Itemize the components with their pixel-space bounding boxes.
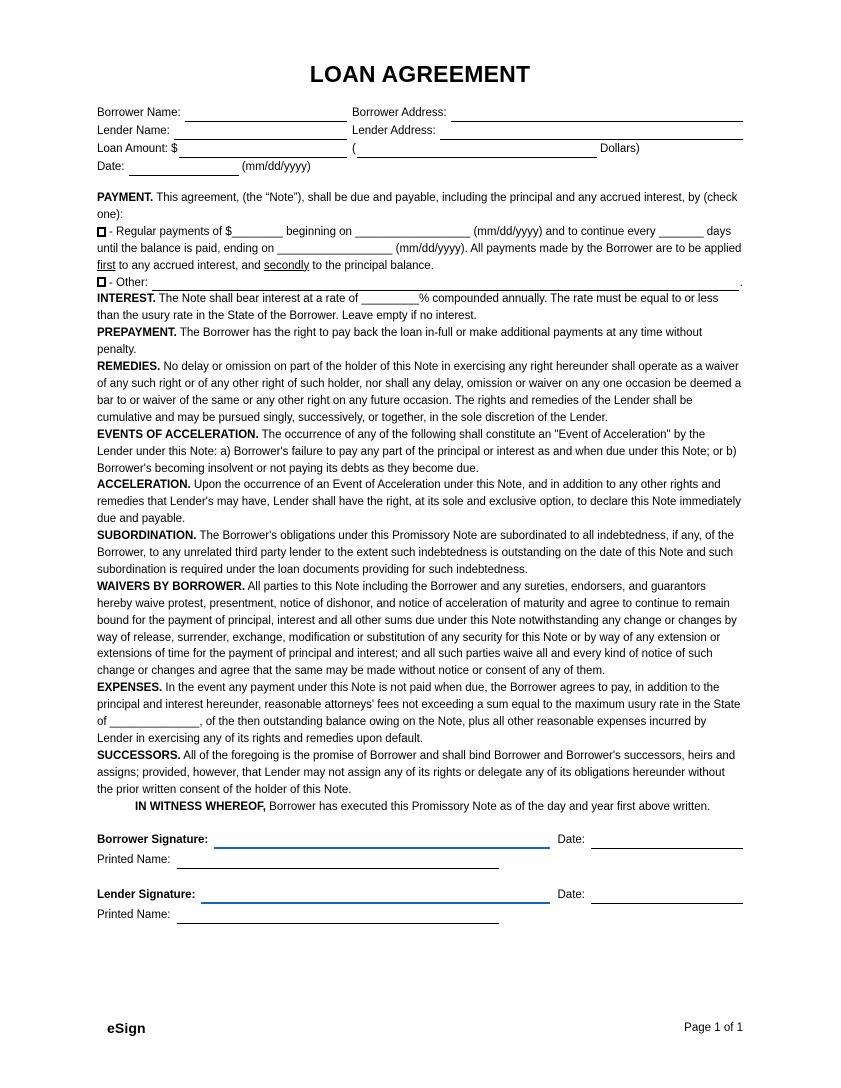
payment-option-regular bbox=[97, 224, 743, 275]
lender-name-label: Lender Name: bbox=[97, 125, 170, 138]
witness-text: Borrower has executed this Promissory Note as of the day and year first above written. bbox=[265, 800, 711, 813]
lender-signature-line[interactable] bbox=[201, 892, 549, 904]
other-payment-input-line[interactable] bbox=[152, 279, 739, 291]
borrower-date-label: Date: bbox=[557, 833, 585, 846]
borrower-address-input-line[interactable] bbox=[451, 110, 743, 122]
section-prepayment bbox=[97, 325, 743, 359]
events-of-acceleration-heading: EVENTS OF ACCELERATION. bbox=[97, 428, 259, 441]
option-regular-text: - Regular payments of $________ beginning on __________________ (mm/dd/yyyy) and to continue every _______ days until the balance is paid, ending on __________________ (mm/dd/yyyy). All payments made by the Borrower are to be applied bbox=[97, 225, 742, 255]
lender-signature-block bbox=[97, 885, 743, 924]
borrower-name-input-line[interactable] bbox=[185, 110, 347, 122]
acceleration-text: Upon the occurrence of an Event of Acceleration under this Note, and in addition to any other rights and remedies that Lender's may have, Lender shall have the right, at its sole and exclusive option, to declare this Note immediately due and payable. bbox=[97, 479, 741, 526]
waivers-by-borrower-text: All parties to this Note including the Borrower and any sureties, endorsers, and guarantors hereby waive protest, presentment, notice of dishonor, and notice of acceleration of maturity and agree to continue to remain bound for the payment of principal, interest and all other sums due under this Note notwithstanding any change or changes by way of release, surrender, exchange, modification or substitution of any security for this Note or by way of any extension or extensions of time for the payment of principal and interest; and all such parties waive all and every kind of notice of such change or changes and agree that the same may be made without notice or consent of any of them. bbox=[97, 580, 737, 678]
regular-payments-checkbox[interactable] bbox=[97, 227, 106, 237]
option-other-period: . bbox=[739, 276, 743, 289]
option-other-label: - Other: bbox=[109, 276, 148, 289]
section-waivers-by-borrower bbox=[97, 579, 743, 680]
expenses-heading: EXPENSES. bbox=[97, 682, 163, 695]
borrower-name-label: Borrower Name: bbox=[97, 107, 181, 120]
borrower-signature-line[interactable] bbox=[214, 837, 549, 849]
section-acceleration bbox=[97, 477, 743, 528]
section-remedies bbox=[97, 359, 743, 427]
date-format-hint: (mm/dd/yyyy) bbox=[238, 161, 311, 174]
signature-section bbox=[97, 830, 743, 924]
page-number: Page 1 of 1 bbox=[684, 1022, 743, 1034]
page-footer bbox=[107, 1020, 743, 1037]
loan-amount-words-input-line[interactable] bbox=[357, 146, 597, 158]
interest-text: The Note shall bear interest at a rate of _________% compounded annually. The rate must be equal to or less than the usury rate in the State of the Borrower. Leave empty if no interest. bbox=[97, 293, 719, 323]
section-expenses bbox=[97, 680, 743, 748]
section-payment bbox=[97, 190, 743, 224]
events-of-acceleration-text: The occurrence of any of the following shall constitute an "Event of Acceleration" by the Lender under this Note: a) Borrower's failure to pay any part of the principal or interest as and when due under this Note; or b) Borrower's becoming insolvent or not paying its debts as they become due. bbox=[97, 428, 737, 475]
payment-option-other bbox=[97, 275, 743, 292]
amount-words-suffix: Dollars) bbox=[596, 143, 640, 156]
lender-date-label: Date: bbox=[557, 888, 585, 901]
section-interest bbox=[97, 291, 743, 325]
option-regular-text-end: to the principal balance. bbox=[309, 259, 434, 272]
esign-logo: eSign bbox=[107, 1020, 146, 1036]
payment-heading: PAYMENT. bbox=[97, 192, 154, 204]
borrower-signature-block bbox=[97, 830, 743, 869]
waivers-by-borrower-heading: WAIVERS BY BORROWER. bbox=[97, 580, 246, 593]
option-regular-text-mid: to any accrued interest, and bbox=[115, 259, 264, 272]
borrower-signature-row bbox=[97, 830, 743, 849]
field-row-names-2 bbox=[97, 122, 743, 140]
document-content bbox=[97, 0, 743, 924]
expenses-text: In the event any payment under this Note is not paid when due, the Borrower agrees to pay, in addition to the principal and interest hereunder, reasonable attorneys' fees not exceeding a sum equal to the maximum usury rate in the State of ______________, of the then outstanding balance owing on the Note, plus all other reasonable expenses incurred by Lender in exercising any of its rights and remedies upon default. bbox=[97, 682, 741, 745]
party-fields-block bbox=[97, 104, 743, 176]
terms-body bbox=[97, 190, 743, 799]
remedies-heading: REMEDIES. bbox=[97, 361, 161, 374]
lender-signature-label: Lender Signature: bbox=[97, 888, 196, 901]
loan-amount-input-line[interactable] bbox=[179, 146, 347, 158]
witness-clause bbox=[97, 799, 743, 816]
payment-text: This agreement, (the “Note”), shall be due and payable, including the principal and any accrued interest, by (check one): bbox=[97, 192, 738, 221]
borrower-printed-name-line[interactable] bbox=[177, 857, 499, 869]
prepayment-heading: PREPAYMENT. bbox=[97, 327, 177, 340]
underlined-word-first: first bbox=[97, 259, 116, 272]
field-row-date bbox=[97, 158, 743, 176]
amount-words-open-paren: ( bbox=[352, 143, 356, 156]
section-successors bbox=[97, 748, 743, 799]
lender-printed-name-label: Printed Name: bbox=[97, 908, 171, 921]
lender-printed-name-row bbox=[97, 905, 743, 924]
lender-date-line[interactable] bbox=[591, 892, 743, 904]
prepayment-text: The Borrower has the right to pay back the loan in-full or make additional payments at any time without penalty. bbox=[97, 327, 703, 357]
loan-amount-label: Loan Amount: $ bbox=[97, 143, 178, 156]
document-title: LOAN AGREEMENT bbox=[309, 61, 531, 87]
borrower-signature-label: Borrower Signature: bbox=[97, 833, 209, 846]
borrower-date-line[interactable] bbox=[591, 837, 743, 849]
other-payment-checkbox[interactable] bbox=[97, 277, 106, 287]
borrower-printed-name-label: Printed Name: bbox=[97, 853, 171, 866]
witness-heading: IN WITNESS WHEREOF, bbox=[135, 800, 266, 813]
successors-heading: SUCCESSORS. bbox=[97, 749, 181, 762]
borrower-printed-name-row bbox=[97, 850, 743, 869]
lender-address-label: Lender Address: bbox=[352, 125, 436, 138]
lender-address-input-line[interactable] bbox=[440, 128, 743, 140]
section-events-of-acceleration bbox=[97, 427, 743, 478]
date-label: Date: bbox=[97, 161, 125, 174]
subordination-text: The Borrower's obligations under this Promissory Note are subordinated to all indebtedness, if any, of the Borrower, to any unrelated third party lender to the extent such indebtedness is outstanding on the date of this Note and such subordination is required under the loan documents providing for such indebtedness. bbox=[97, 530, 734, 576]
lender-printed-name-line[interactable] bbox=[177, 912, 499, 924]
successors-text: All of the foregoing is the promise of Borrower and shall bind Borrower and Borrower's successors, heirs and assigns; provided, however, that Lender may not assign any of its rights or delegate any of its obligations hereunder without the prior written consent of the holder of this Note. bbox=[97, 749, 736, 796]
subordination-heading: SUBORDINATION. bbox=[97, 530, 197, 543]
lender-signature-row bbox=[97, 885, 743, 904]
remedies-text: No delay or omission on part of the holder of this Note in exercising any right hereunder shall operate as a waiver of any such right or of any other right of such holder, nor shall any delay, omission or waiver on any one occasion be deemed a bar to or waiver of the same or any other right on any future occasion. The rights and remedies of the Lender shall be cumulative and may be pursued singly, successively, or together, in the sole discretion of the Lender. bbox=[97, 361, 742, 424]
acceleration-heading: ACCELERATION. bbox=[97, 479, 191, 492]
lender-name-input-line[interactable] bbox=[174, 128, 347, 140]
underlined-word-secondly: secondly bbox=[263, 259, 310, 272]
borrower-address-label: Borrower Address: bbox=[352, 107, 447, 120]
interest-heading: INTEREST. bbox=[97, 293, 156, 306]
field-row-amount bbox=[97, 140, 743, 158]
section-subordination bbox=[97, 528, 743, 579]
field-row-names-1 bbox=[97, 104, 743, 122]
date-input-line[interactable] bbox=[129, 164, 239, 176]
